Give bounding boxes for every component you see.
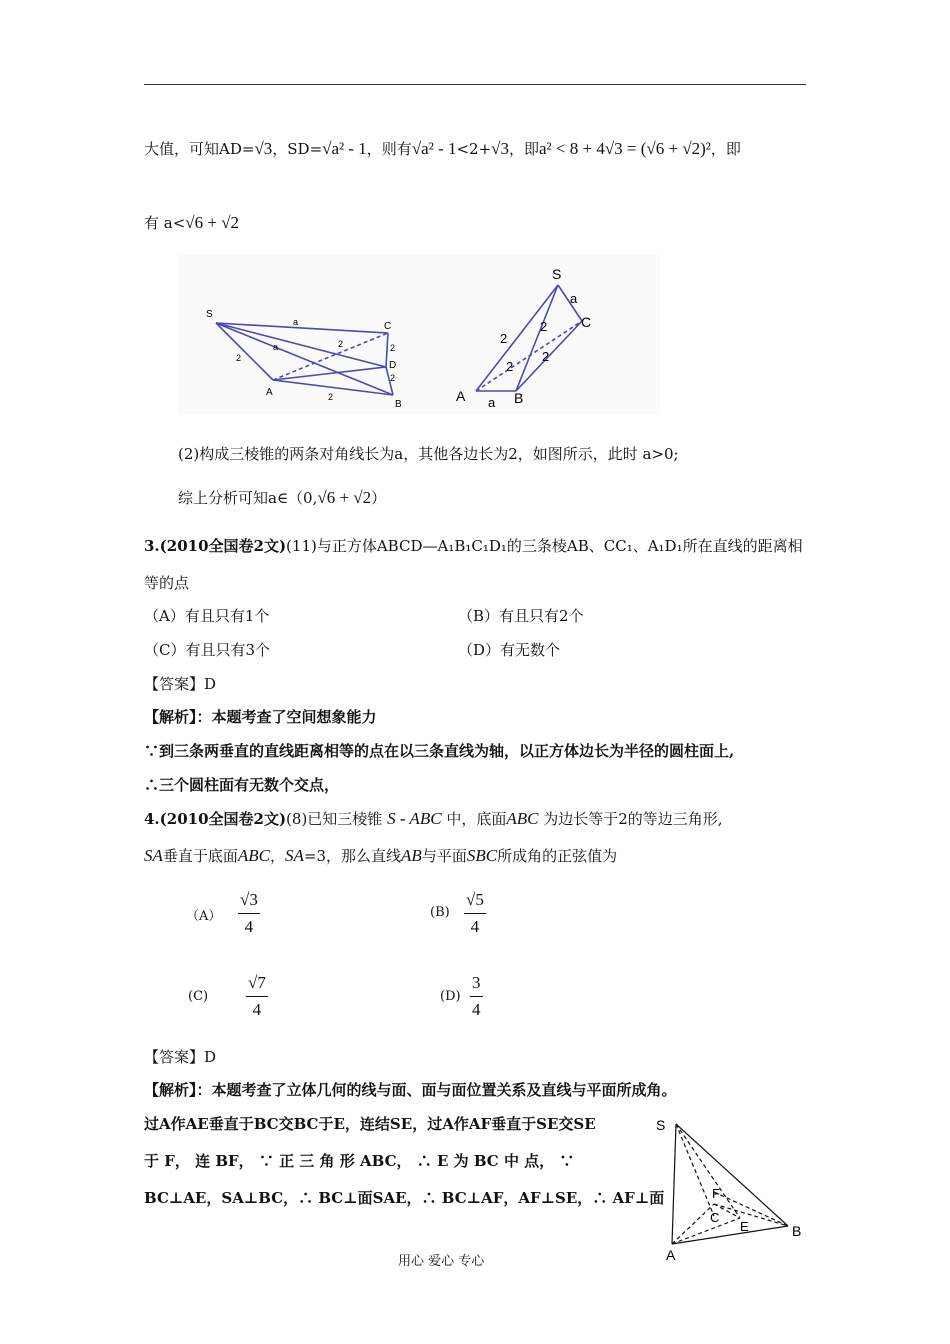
fig2-c-label: C [710,1210,720,1225]
ie-text: ，即 [508,140,539,158]
q4-answer: 【答案】D [144,1048,217,1066]
header-rule [144,84,806,85]
q3-analysis-text: ：本题考查了空间想象能力 [196,708,377,726]
fig2-b-label: B [792,1223,802,1239]
ad-label: 大值，可知AD= [144,140,255,158]
right-c-label: C [581,314,592,330]
left-edge-label: a [293,317,299,327]
q4-with-plane: 与平面 [421,847,467,865]
fig2-s-label: S [656,1117,666,1133]
q4-option-c-den: 4 [252,1000,262,1019]
q4-option-d-frac [470,973,483,1020]
summary-line [178,487,386,508]
q3-body: (11)与正方体ABCD—A₁B₁C₁D₁的三条棱AB、CC₁、A₁D₁所在直线的距离相 [286,537,803,555]
q4-option-c-frac [246,973,268,1020]
inequality-lhs: √a² - 1 [411,139,457,158]
q3-option-b: （B）有且只有2个 [458,607,584,625]
q4-head: 4.(2010全国卷2文) [144,810,287,828]
q4-sa2: SA [285,846,304,865]
right-edge-label: 2 [506,359,514,374]
bound-expr: √6 + √2 [185,213,240,232]
fig2-e-label: E [740,1219,749,1234]
right-s-label: S [552,266,562,282]
left-c-label: C [384,321,392,332]
q4-ab: AB [401,846,422,865]
tail-text: ，即 [710,140,741,158]
q3-answer: 【答案】D [144,675,217,693]
q4-analysis-label: 【解析】 [144,1081,197,1099]
right-edge-label: a [488,395,496,410]
sqrt3: √3 [491,139,509,158]
q4-eq3: =3，那么直线 [303,847,402,865]
q4-abc: ABC [506,809,539,828]
left-a-label: A [266,387,273,398]
q4-abc2: ABC [237,846,271,865]
q4-comma: ， [270,847,286,865]
q3-option-c: （C）有且只有3个 [144,641,271,659]
summary-expr: √6 + √2 [317,488,372,507]
q4-sbc: SBC [466,846,498,865]
a-less: 有 a< [144,214,186,232]
less-than: <2+ [456,140,492,158]
left-edge-label: 2 [236,353,242,363]
left-edge-label: 2 [338,339,344,349]
q4-option-a-frac [238,890,260,937]
q4-angle: 所成角的正弦值为 [497,847,618,865]
right-b-label: B [514,390,524,406]
q4-option-c-label: (C) [188,989,209,1004]
q4-solution-3: BC⊥AE，SA⊥BC，∴ BC⊥面SAE，∴ BC⊥AF，AF⊥SE，∴ AF⊥面 [144,1189,665,1207]
right-edge-label: 2 [500,331,508,346]
q4-analysis-text: ：本题考查了立体几何的线与面、面与面位置关系及直线与平面所成角。 [196,1081,677,1099]
q4-body-c: 为边长等于2的等边三角形, [543,810,723,828]
q3-option-d: （D）有无数个 [458,641,561,659]
then-text: ，则有 [366,140,412,158]
q3-head: 3.(2010全国卷2文) [144,537,287,555]
summary-close: ） [371,489,387,507]
q4-solution-1: 过A作AE垂直于BC交BC于E，连结SE，过A作AF垂直于SE交SE [144,1115,596,1133]
right-edge-label: 2 [540,319,548,334]
q4-line-2 [144,845,617,866]
q4-body-b: 中，底面 [446,810,507,828]
q4-option-a-label: （A） [186,909,222,924]
figure-1 [178,255,660,415]
q4-option-a-num: √3 [240,890,258,909]
left-d-label: D [389,360,397,371]
inequality-2: a² < 8 + 4√3 = (√6 + √2)² [539,139,711,158]
left-b-label: B [395,399,402,410]
figure-2 [652,1112,812,1267]
footer-text: 用心 爱心 专心 [398,1254,485,1269]
q3-reason-2: ∴三个圆柱面有无数个交点， [144,776,340,794]
q4-option-b-frac [464,890,486,937]
pyramid-lines [672,1124,788,1244]
fig2-f-label: F [712,1186,720,1201]
ad-value: √3 [254,139,273,158]
q4-option-a-den: 4 [244,917,254,936]
q3-reason-1: ∵到三条两垂直的直线距离相等的点在以三条直线为轴，以正方体边长为半径的圆柱面上, [144,742,735,760]
left-edge-label: a [273,342,279,352]
right-a-label: A [456,388,466,404]
right-edge-label: 2 [542,349,550,364]
sd-label: ，SD= [272,140,323,158]
summary-text: 综上分析可知a∈（0, [178,489,318,507]
q4-solution-2: 于 F， 连 BF， ∵ 正 三 角 形 ABC， ∴ E 为 BC 中 点， ∵ [144,1152,575,1170]
q4-option-d-den: 4 [472,1000,481,1019]
q4-sa: SA [144,846,163,865]
left-edge-label: 2 [390,373,396,383]
left-edge-label: 2 [390,343,396,353]
left-edge-label: 2 [328,392,334,402]
case-2-text: (2)构成三棱锥的两条对角线长为a，其他各边长为2，如图所示，此时 a>0; [178,445,679,463]
q4-option-c-num: √7 [248,973,266,992]
q4-option-b-den: 4 [470,917,480,936]
sd-value: √a² - 1 [322,139,367,158]
q4-line-1 [144,808,723,829]
q4-sabc: S - ABC [387,809,442,828]
q3-line-1 [144,535,803,556]
left-s-label: S [206,309,213,320]
q4-line2-a: 垂直于底面 [162,847,238,865]
q4-option-b-num: √5 [466,890,484,909]
figure-1-bg [178,255,660,415]
q4-option-d-label: (D) [440,989,461,1004]
q3-analysis [144,706,377,727]
q3-line-2: 等的点 [144,574,190,592]
q4-option-d-num: 3 [472,973,481,992]
q4-option-b-label: (B) [430,905,450,920]
q3-option-a: （A）有且只有1个 [144,607,270,625]
right-edge-label: a [570,291,578,306]
q4-body-a: (8)已知三棱锥 [286,810,383,828]
q3-analysis-label: 【解析】 [144,708,197,726]
q4-analysis [144,1079,677,1100]
text-line-2 [144,212,239,233]
fig2-a-label: A [666,1247,676,1263]
text-line-1 [144,138,741,159]
